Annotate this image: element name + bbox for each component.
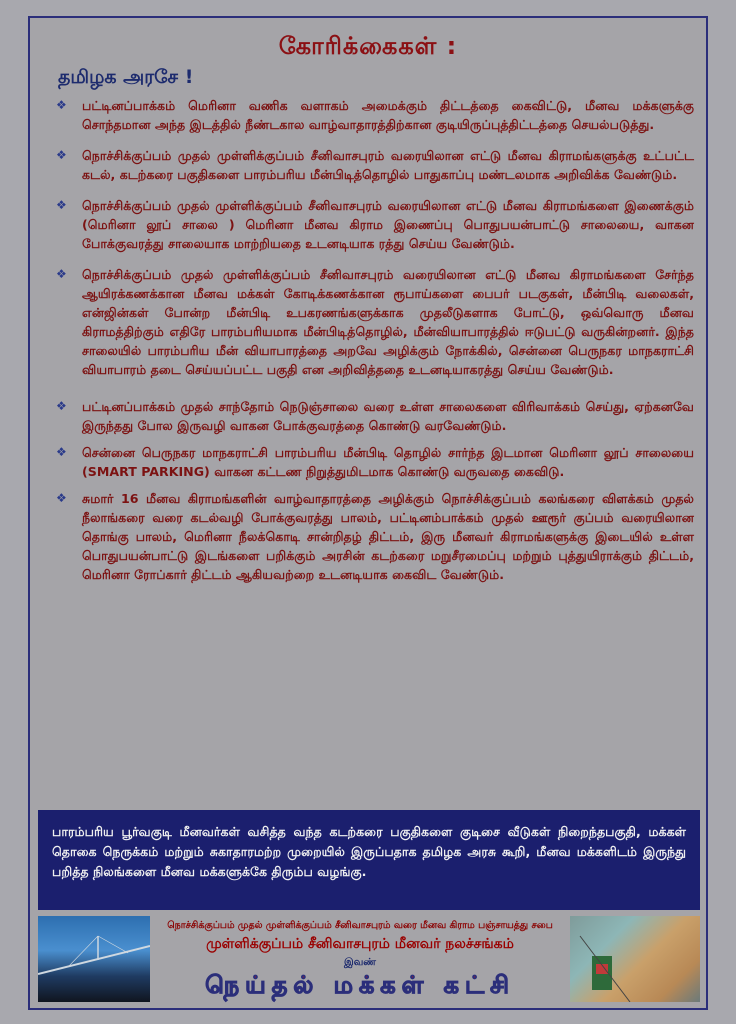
list-item bbox=[54, 196, 694, 253]
footer bbox=[38, 916, 700, 1002]
demand-text: நொச்சிக்குப்பம் முதல் முள்ளிக்குப்பம் சீனிவாசபுரம் வரையிலான எட்டு மீனவ கிராமங்களை சேர்ந்த ஆயிரக்கணக்கான மீனவ மக்கள் கோடிக்கணக்கான ரூபாய்களை பைபர் படகுகள், மீன்பிடி வலைகள், என்ஜின்கள் போன்ற மீன்பிடி உபகரணங்களுக்காக முதலீடுகளாக போட்டு, ஒவ்வொரு மீனவ கிராமத்திற்கும் எதிரே பாரம்பரியமாக மீன்பிடித்தொழில், மீன்வியாபாரத்தில் ஈடுபட்டு வருகின்றனர். இந்த சாலையில் பாரம்பரிய மீன் வியாபாரத்தை அறவே அழிக்கும் நோக்கில், சென்னை பெருநகர மாநகராட்சி வியாபாரம் தடை செய்யப்பட்ட பகுதி என அறிவித்ததை உடனடியாகரத்து செய்ய வேண்டும். bbox=[82, 267, 694, 377]
list-item bbox=[54, 443, 694, 481]
demand-text: பட்டினப்பாக்கம் மெரினா வணிக வளாகம் அமைக்கும் திட்டத்தை கைவிட்டு, மீனவ மக்களுக்கு சொந்தமான அந்த இடத்தில் நீண்டகால வாழ்வாதாரத்திற்கான குடியிருப்புத்திட்டத்தை செயல்படுத்து. bbox=[82, 98, 694, 132]
demand-text: நொச்சிக்குப்பம் முதல் முள்ளிக்குப்பம் சீனிவாசபுரம் வரையிலான எட்டு மீனவ கிராமங்களை இணைக்கும் (மெரினா லூப் சாலை ) மெரினா மீனவ கிராம இணைப்பு பொதுபயன்பாட்டு சாலையை, வாகன போக்குவரத்து சாலையாக மாற்றியதை உடனடியாக ரத்து செய்ய வேண்டும். bbox=[82, 198, 694, 251]
demand-text: சென்னை பெருநகர மாநகராட்சி பாரம்பரிய மீன்பிடி தொழில் சார்ந்த இடமான மெரினா லூப் சாலையை (SMART PARKING) வாகன கட்டண நிறுத்துமிடமாக கொண்டு வருவதை கைவிடு. bbox=[82, 445, 694, 479]
page-subtitle: தமிழக அரசே ! bbox=[58, 66, 194, 88]
footer-org-line: நொச்சிக்குப்பம் முதல் முள்ளிக்குப்பம் சீனிவாசபுரம் வரை மீனவ கிராம பஞ்சாயத்து சபை bbox=[167, 920, 553, 931]
diamond-bullet-icon: ❖ bbox=[56, 198, 67, 212]
list-item bbox=[54, 265, 694, 379]
diamond-bullet-icon: ❖ bbox=[56, 267, 67, 281]
diamond-bullet-icon: ❖ bbox=[56, 148, 67, 162]
footer-association: முள்ளிக்குப்பம் சீனிவாசபுரம் மீனவர் நலச்சங்கம் bbox=[206, 936, 514, 952]
list-item bbox=[54, 397, 694, 435]
diamond-bullet-icon: ❖ bbox=[56, 491, 67, 505]
demands-list bbox=[54, 96, 694, 592]
demand-text: பட்டினப்பாக்கம் முதல் சாந்தோம் நெடுஞ்சாலை வரை உள்ள சாலைகளை விரிவாக்கம் செய்து, ஏற்கனவே இருந்தது போல இருவழி வாகன போக்குவரத்தை கொண்டு வரவேண்டும். bbox=[82, 399, 694, 433]
bridge-illustration bbox=[38, 916, 150, 1002]
list-item bbox=[54, 96, 694, 134]
diamond-bullet-icon: ❖ bbox=[56, 445, 67, 459]
demand-text: சுமார் 16 மீனவ கிராமங்களின் வாழ்வாதாரத்தை அழிக்கும் நொச்சிக்குப்பம் கலங்கரை விளக்கம் முதல் நீலாங்கரை வரை கடல்வழி போக்குவரத்து பாலம், பட்டினம்பாக்கம் முதல் ஊரூர் குப்பம் வரையிலான தொங்கு பாலம், மெரினா நீலக்கொடி சான்றிதழ் திட்டம், இரு மீனவர் கிராமங்களுக்கு இடையில் உள்ள பொதுபயன்பாட்டு இடங்களை பறிக்கும் அரசின் கடற்கரை மறுசீரமைப்பு மற்றும் புத்துயிராக்கும் திட்டம், மெரினா ரோப்கார் திட்டம் ஆகியவற்றை உடனடியாக கைவிட வேண்டும். bbox=[82, 491, 694, 582]
page-title: கோரிக்கைகள் : bbox=[278, 32, 458, 60]
beach-illustration bbox=[570, 916, 700, 1002]
party-name: நெய்தல் மக்கள் கட்சி bbox=[205, 971, 515, 999]
demand-text: நொச்சிக்குப்பம் முதல் முள்ளிக்குப்பம் சீனிவாசபுரம் வரையிலான எட்டு மீனவ கிராமங்களுக்கு உட்பட்ட கடல், கடற்கரை பகுதிகளை பாரம்பரிய மீன்பிடித்தொழில் பாதுகாப்பு மண்டலமாக அறிவிக்க வேண்டும். bbox=[82, 148, 694, 182]
highlight-box bbox=[38, 810, 700, 910]
footer-ivan: இவண் bbox=[343, 957, 377, 968]
list-item bbox=[54, 146, 694, 184]
list-item bbox=[54, 489, 694, 584]
diamond-bullet-icon: ❖ bbox=[56, 399, 67, 413]
beach-photo bbox=[570, 916, 700, 1002]
bridge-photo bbox=[38, 916, 150, 1002]
highlight-text: பாரம்பரிய பூர்வகுடி மீனவர்கள் வசித்த வந்த கடற்கரை பகுதிகளை குடிசை வீடுகள் நிறைந்தபகுதி, மக்கள் தொகை நெருக்கம் மற்றும் சுகாதாரமற்ற முறையில் இருப்பதாக தமிழக அரசு கூறி, மீனவ மக்களிடம் இருந்து பறித்த நிலங்களை மீனவ மக்களுக்கே திரும்ப வழங்கு. bbox=[52, 824, 686, 879]
diamond-bullet-icon: ❖ bbox=[56, 98, 67, 112]
footer-text bbox=[154, 916, 566, 1002]
poster bbox=[28, 16, 708, 1010]
